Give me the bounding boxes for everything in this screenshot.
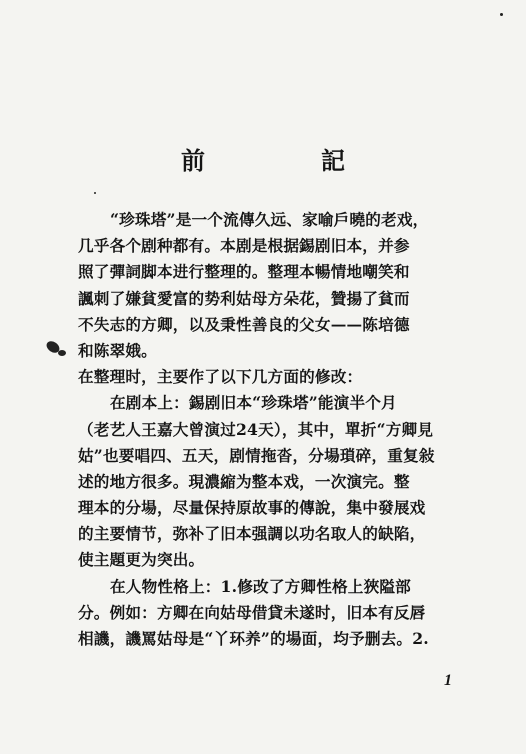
text-line: 在整理时，主要作了以下几方面的修改： bbox=[78, 367, 363, 387]
text-line: 在人物性格上：1.修改了方卿性格上狹隘部 bbox=[110, 576, 411, 596]
text-line: 不失志的方卿，以及秉性善良的父女——陈培德 bbox=[78, 314, 410, 334]
text-line: 几乎各个剧种都有。本剧是根据錫剧旧本，并参 bbox=[78, 236, 410, 256]
text-line: 使主題更为突出。 bbox=[78, 550, 205, 570]
text-line: 諷刺了嫌貧愛富的势利姑母方朵花，贊揚了貧而 bbox=[78, 288, 410, 308]
page-number: 1 bbox=[444, 672, 452, 689]
text-line: 相譏，譏罵姑母是“丫环养”的場面，均予删去。2. bbox=[78, 629, 429, 648]
page-title: 前 記 bbox=[181, 146, 391, 175]
text-line: “珍珠塔”是一个流傳久远、家喻戶曉的老戏， bbox=[110, 210, 429, 229]
text-line: 在剧本上：錫剧旧本“珍珠塔”能演半个月 bbox=[110, 393, 397, 413]
scan-speck bbox=[94, 192, 96, 194]
text-line: （老艺人王嘉大曾演过24天），其中，單折“方卿見 bbox=[78, 419, 434, 439]
text-line: 述的地方很多。現濃縮为整本戏，一次演完。整 bbox=[78, 471, 410, 491]
text-line: 分。例如：方卿在向姑母借貸未遂时，旧本有反唇 bbox=[78, 602, 426, 622]
scan-speck bbox=[58, 350, 66, 356]
text-line: 的主要情节，弥补了旧本强調以功名取人的缺陷， bbox=[78, 524, 426, 544]
scan-speck bbox=[500, 13, 503, 16]
preface-body bbox=[78, 207, 482, 652]
text-line: 和陈翠娥。 bbox=[78, 340, 157, 360]
text-line: 姑”也要唱四、五天，剧情拖沓，分場瑣碎，重复敍 bbox=[78, 445, 435, 465]
text-line: 理本的分場，尽量保持原故事的傳說，集中發展戏 bbox=[78, 498, 426, 518]
text-line: 照了彈詞脚本进行整理的。整理本暢情地嘲笑和 bbox=[78, 262, 410, 282]
